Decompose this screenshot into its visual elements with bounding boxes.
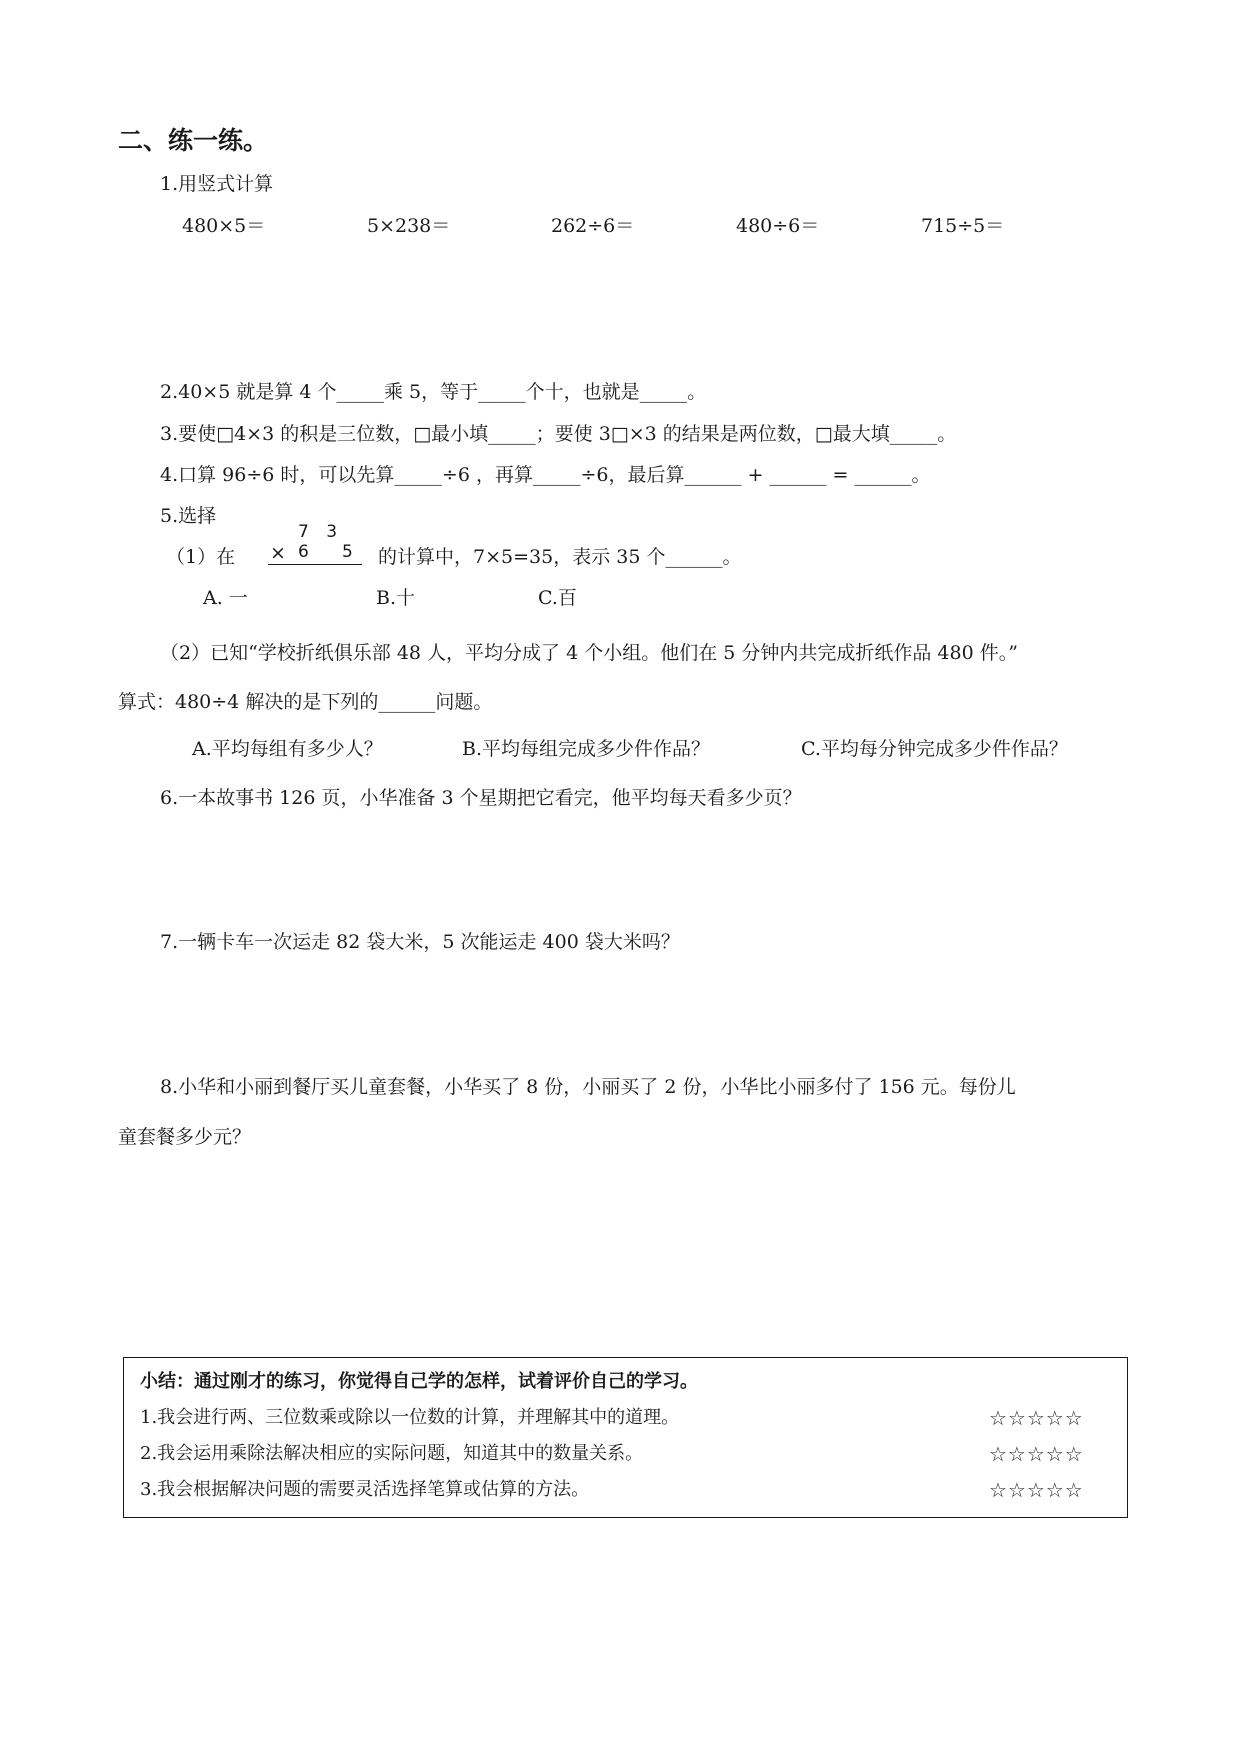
question-8-line1: 8.小华和小丽到餐厅买儿童套餐，小华买了 8 份，小丽买了 2 份，小华比小丽多付了 156 元。每份儿 (160, 1076, 1016, 1098)
vertical-rule-line (268, 564, 362, 565)
q1-item-4: 480÷6＝ (736, 215, 820, 237)
q5-sub1-option-c: C.百 (538, 587, 577, 609)
question-3: 3.要使□4×3 的积是三位数，□最小填_____；要使 3□×3 的结果是两位数，□最大填_____。 (160, 423, 957, 445)
q5-sub1-option-b: B.十 (376, 587, 416, 609)
question-4: 4.口算 96÷6 时，可以先算_____÷6 ，再算_____÷6，最后算______ + ______ = ______。 (160, 464, 931, 486)
q5-sub1-suffix: 的计算中，7×5=35，表示 35 个______。 (378, 546, 742, 568)
vertical-multiplication (268, 522, 362, 564)
question-8-line2: 童套餐多少元？ (118, 1126, 252, 1148)
summary-item-1: 1.我会进行两、三位数乘或除以一位数的计算，并理解其中的道理。 (140, 1407, 680, 1428)
q1-item-5: 715÷5＝ (921, 215, 1005, 237)
summary-item-3: 3.我会根据解决问题的需要灵活选择笔算或估算的方法。 (140, 1479, 590, 1500)
q1-item-3: 262÷6＝ (551, 215, 635, 237)
q5-sub2-option-a: A.平均每组有多少人？ (192, 738, 383, 760)
summary-item-3-stars[interactable]: ☆☆☆☆☆ (989, 1478, 1084, 1502)
q5-sub2-line2: 算式：480÷4 解决的是下列的______问题。 (118, 691, 493, 713)
summary-item-2: 2.我会运用乘除法解决相应的实际问题，知道其中的数量关系。 (140, 1443, 644, 1464)
q1-item-1: 480×5＝ (182, 215, 266, 237)
q1-item-2: 5×238＝ (367, 215, 451, 237)
summary-heading: 小结：通过刚才的练习，你觉得自己学的怎样，试着评价自己的学习。 (140, 1371, 698, 1392)
vertical-multiplier: 5 (342, 542, 353, 562)
q5-sub2-line1: （2）已知“学校折纸俱乐部 48 人，平均分成了 4 个小组。他们在 5 分钟内共完成折纸作品 480 件。” (160, 642, 1018, 664)
summary-item-1-stars[interactable]: ☆☆☆☆☆ (989, 1406, 1084, 1430)
q5-label: 5.选择 (160, 505, 217, 527)
q5-sub2-option-b: B.平均每组完成多少件作品？ (462, 738, 711, 760)
vertical-times-sign: × (270, 542, 286, 564)
question-2: 2.40×5 就是算 4 个_____乘 5，等于_____个十，也就是_____。 (160, 381, 707, 403)
question-6: 6.一本故事书 126 页，小华准备 3 个星期把它看完，他平均每天看多少页？ (160, 787, 802, 809)
q5-sub1-prefix: （1）在 (166, 546, 236, 568)
q1-label: 1.用竖式计算 (160, 173, 274, 195)
q5-sub1-option-a: A. 一 (203, 587, 248, 609)
vertical-multiplicand: 7 3 6 (298, 522, 344, 562)
summary-box (123, 1357, 1128, 1518)
question-7: 7.一辆卡车一次运走 82 袋大米，5 次能运走 400 袋大米吗？ (160, 931, 680, 953)
section-title: 二、练一练。 (118, 126, 269, 155)
summary-item-2-stars[interactable]: ☆☆☆☆☆ (989, 1442, 1084, 1466)
q5-sub2-option-c: C.平均每分钟完成多少件作品？ (801, 738, 1068, 760)
